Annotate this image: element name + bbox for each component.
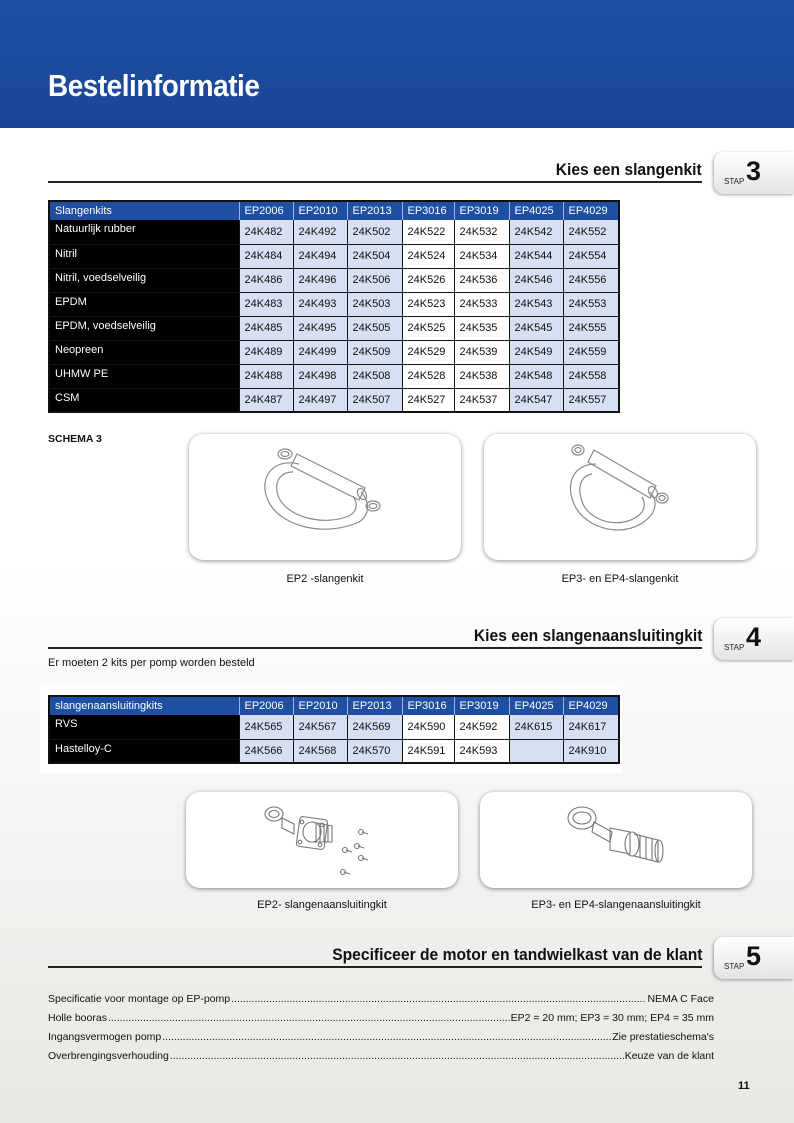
part-number-cell: 24K486 [239,268,293,292]
row-label: CSM [49,388,239,412]
part-number-cell: 24K529 [402,340,454,364]
ep2-hose-kit-image [189,434,461,560]
table-row [49,292,619,316]
step5-header [48,937,794,983]
part-number-cell: 24K543 [509,292,563,316]
table-row [49,244,619,268]
part-number-cell: 24K547 [509,388,563,412]
part-number-cell: 24K535 [454,316,509,340]
spec-value: Keuze van de klant [624,1050,714,1062]
part-number-cell: 24K524 [402,244,454,268]
part-number-cell: 24K554 [563,244,619,268]
page-number: 11 [738,1080,750,1092]
part-number-cell: 24K568 [293,739,347,763]
step3-header [48,152,794,198]
hose-connection-kit-illustration-icon [186,792,458,888]
table-row [49,715,619,739]
column-header: EP3019 [454,696,509,715]
part-number-cell: 24K496 [293,268,347,292]
part-number-cell: 24K544 [509,244,563,268]
part-number-cell: 24K509 [347,340,402,364]
step3-title: Kies een slangenkit [555,160,702,179]
part-number-cell: 24K539 [454,340,509,364]
part-number-cell: 24K538 [454,364,509,388]
column-header: slangenaansluitingkits [49,696,239,715]
step3-tab [714,152,794,194]
part-number-cell: 24K488 [239,364,293,388]
row-label: Hastelloy-C [49,739,239,763]
part-number-cell: 24K615 [509,715,563,739]
part-number-cell: 24K590 [402,715,454,739]
hose-kit-illustration-icon [484,434,756,560]
table-row [49,388,619,412]
part-number-cell: 24K569 [347,715,402,739]
column-header: EP2006 [239,696,293,715]
step5-tab [714,937,794,979]
part-number-cell: 24K557 [563,388,619,412]
row-label: Nitril [49,244,239,268]
table-header-row [49,201,619,220]
table-row [49,316,619,340]
table-row [49,340,619,364]
part-number-cell: 24K532 [454,220,509,244]
dot-leader [231,993,646,1005]
part-number-cell: 24K558 [563,364,619,388]
spec-value: Zie prestatieschema's [612,1031,714,1043]
part-number-cell: 24K567 [293,715,347,739]
part-number-cell: 24K495 [293,316,347,340]
column-header: EP3016 [402,696,454,715]
header-banner [0,0,794,128]
row-label: Neopreen [49,340,239,364]
hose-connection-kit-table [48,695,620,764]
part-number-cell: 24K487 [239,388,293,412]
divider [48,647,702,649]
row-label: UHMW PE [49,364,239,388]
part-number-cell: 24K526 [402,268,454,292]
hose-connection-kit-illustration-icon [480,792,752,888]
row-label: Nitril, voedselveilig [49,268,239,292]
column-header: EP3016 [402,201,454,220]
part-number-cell: 24K533 [454,292,509,316]
column-header: EP2006 [239,201,293,220]
table-row [49,268,619,292]
column-header: EP4029 [563,696,619,715]
divider [48,181,702,183]
part-number-cell: 24K485 [239,316,293,340]
dot-leader [170,1050,624,1062]
column-header: EP2013 [347,201,402,220]
step-number: 5 [746,941,762,971]
part-number-cell: 24K549 [509,340,563,364]
row-label: Natuurlijk rubber [49,220,239,244]
spec-row [48,993,714,1005]
hose-kit-table [48,200,620,413]
column-header: EP4025 [509,201,563,220]
part-number-cell: 24K497 [293,388,347,412]
part-number-cell: 24K556 [563,268,619,292]
hose-kit-caption: EP3- en EP4-slangenkit [561,573,679,585]
table-header-row [49,696,619,715]
schema-label: SCHEMA 3 [48,433,102,445]
dot-leader [108,1012,510,1024]
stap-label: STAP [724,177,745,186]
step5-title: Specificeer de motor en tandwielkast van de klant [331,945,702,964]
part-number-cell: 24K617 [563,715,619,739]
part-number-cell: 24K508 [347,364,402,388]
column-header: EP2010 [293,696,347,715]
part-number-cell: 24K591 [402,739,454,763]
table-row [49,739,619,763]
part-number-cell: 24K537 [454,388,509,412]
spec-row [48,1031,714,1043]
part-number-cell: 24K555 [563,316,619,340]
part-number-cell: 24K910 [563,739,619,763]
column-header: EP4029 [563,201,619,220]
spec-row [48,1012,714,1024]
part-number-cell: 24K525 [402,316,454,340]
column-header: EP4025 [509,696,563,715]
row-label: RVS [49,715,239,739]
stap-label: STAP [724,962,745,971]
step-number: 4 [746,622,762,652]
part-number-cell: 24K494 [293,244,347,268]
step-number: 3 [746,156,762,186]
hose-kit-illustration-icon [189,434,461,560]
spec-value: EP2 = 20 mm; EP3 = 30 mm; EP4 = 35 mm [510,1012,714,1024]
page-title: Bestelinformatie [48,68,260,103]
part-number-cell: 24K548 [509,364,563,388]
dot-leader [162,1031,611,1043]
part-number-cell: 24K528 [402,364,454,388]
part-number-cell: 24K527 [402,388,454,412]
column-header: EP3019 [454,201,509,220]
table-row [49,220,619,244]
connection-kit-caption: EP3- en EP4-slangenaansluitingkit [531,899,701,911]
step4-note: Er moeten 2 kits per pomp worden besteld [48,657,255,669]
part-number-cell: 24K484 [239,244,293,268]
spec-label: Specificatie voor montage op EP-pomp [48,993,231,1005]
part-number-cell: 24K502 [347,220,402,244]
part-number-cell: 24K505 [347,316,402,340]
part-number-cell: 24K545 [509,316,563,340]
step4-tab [714,618,794,660]
row-label: EPDM [49,292,239,316]
part-number-cell: 24K559 [563,340,619,364]
part-number-cell: 24K542 [509,220,563,244]
part-number-cell: 24K522 [402,220,454,244]
row-label: EPDM, voedselveilig [49,316,239,340]
hose-kit-caption: EP2 -slangenkit [286,573,364,585]
part-number-cell: 24K552 [563,220,619,244]
part-number-cell: 24K493 [293,292,347,316]
part-number-cell: 24K498 [293,364,347,388]
ep3-ep4-hose-kit-image [484,434,756,560]
part-number-cell: 24K482 [239,220,293,244]
connection-kit-caption: EP2- slangenaansluitingkit [257,899,387,911]
table-row [49,364,619,388]
part-number-cell: 24K565 [239,715,293,739]
ep3-ep4-connection-kit-image [480,792,752,888]
part-number-cell: 24K570 [347,739,402,763]
divider [48,966,702,968]
part-number-cell: 24K507 [347,388,402,412]
part-number-cell: 24K504 [347,244,402,268]
part-number-cell: 24K483 [239,292,293,316]
step4-title: Kies een slangenaansluitingkit [473,626,702,645]
column-header: EP2013 [347,696,402,715]
spec-row [48,1050,714,1062]
spec-label: Holle booras [48,1012,107,1024]
part-number-cell: 24K536 [454,268,509,292]
spec-label: Ingangsvermogen pomp [48,1031,162,1043]
part-number-cell: 24K492 [293,220,347,244]
spec-value: NEMA C Face [647,993,714,1005]
stap-label: STAP [724,643,745,652]
part-number-cell: 24K534 [454,244,509,268]
part-number-cell: 24K546 [509,268,563,292]
part-number-cell [509,739,563,763]
part-number-cell: 24K489 [239,340,293,364]
part-number-cell: 24K499 [293,340,347,364]
part-number-cell: 24K566 [239,739,293,763]
part-number-cell: 24K503 [347,292,402,316]
part-number-cell: 24K506 [347,268,402,292]
part-number-cell: 24K523 [402,292,454,316]
part-number-cell: 24K553 [563,292,619,316]
column-header: Slangenkits [49,201,239,220]
part-number-cell: 24K593 [454,739,509,763]
column-header: EP2010 [293,201,347,220]
part-number-cell: 24K592 [454,715,509,739]
spec-label: Overbrengingsverhouding [48,1050,169,1062]
ep2-connection-kit-image [186,792,458,888]
